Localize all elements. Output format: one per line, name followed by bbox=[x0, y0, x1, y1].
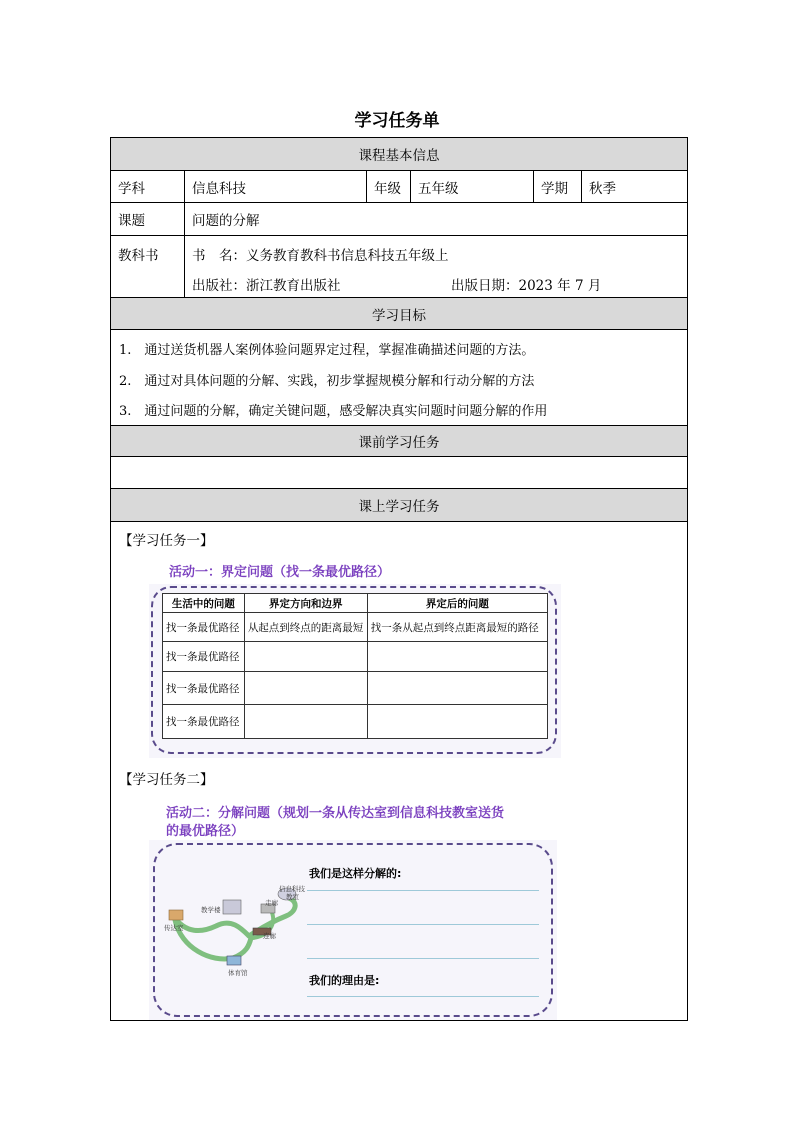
map-label-link: 连廊 bbox=[263, 932, 276, 940]
pre-task-content bbox=[111, 457, 687, 489]
term-label: 学期 bbox=[534, 171, 582, 202]
goals-list bbox=[111, 330, 687, 426]
map-label-it-room: 信息科技 bbox=[279, 885, 305, 893]
textbook-label: 教科书 bbox=[111, 236, 185, 297]
textbook-details bbox=[185, 236, 687, 297]
table-cell[interactable] bbox=[367, 672, 547, 705]
table-cell: 找一条从起点到终点距离最短的路径 bbox=[367, 613, 547, 642]
teaching-building-icon bbox=[223, 900, 241, 914]
section-header-inclass bbox=[111, 489, 687, 522]
page-title: 学习任务单 bbox=[354, 111, 440, 131]
col-header: 生活中的问题 bbox=[163, 594, 245, 613]
goal-item: 2. 通过对具体问题的分解、实践，初步掌握规模分解和行动分解的方法 bbox=[119, 374, 535, 389]
col-header: 界定后的问题 bbox=[367, 594, 547, 613]
gate-building-icon bbox=[169, 910, 183, 920]
table-row bbox=[163, 642, 548, 672]
answer-line[interactable] bbox=[307, 958, 539, 959]
task2-heading: 【学习任务二】 bbox=[119, 772, 214, 788]
table-cell: 找一条最优路径 bbox=[163, 613, 245, 642]
section-title: 课上学习任务 bbox=[358, 499, 440, 515]
map-label-gym: 体育馆 bbox=[228, 969, 248, 977]
section-header-basic bbox=[111, 138, 687, 171]
section-title: 课程基本信息 bbox=[358, 148, 440, 164]
info-row-textbook bbox=[111, 236, 687, 298]
table-cell: 找一条最优路径 bbox=[163, 642, 245, 672]
section-header-pre bbox=[111, 426, 687, 457]
publisher: 出版社：浙江教育出版社 bbox=[192, 278, 341, 294]
book-name: 书 名：义务教育教科书信息科技五年级上 bbox=[192, 248, 449, 264]
table-cell: 找一条最优路径 bbox=[163, 705, 245, 739]
grade-value: 五年级 bbox=[411, 171, 534, 202]
section-header-goals bbox=[111, 298, 687, 330]
topic-label: 课题 bbox=[111, 203, 185, 235]
answer-line[interactable] bbox=[307, 996, 539, 997]
task1-heading: 【学习任务一】 bbox=[119, 533, 214, 549]
table-row bbox=[163, 613, 548, 642]
table-header-row bbox=[163, 594, 548, 613]
activity1-title: 活动一：界定问题（找一条最优路径） bbox=[169, 565, 391, 580]
info-row-subject bbox=[111, 171, 687, 203]
table-row bbox=[163, 672, 548, 705]
define-problem-table bbox=[162, 593, 548, 739]
term-value: 秋季 bbox=[589, 180, 616, 197]
section-title: 课前学习任务 bbox=[358, 435, 440, 451]
subject-label: 学科 bbox=[111, 171, 185, 202]
col-header: 界定方向和边界 bbox=[244, 594, 367, 613]
gym-icon bbox=[227, 956, 241, 965]
activity2-title-line1: 活动二：分解问题（规划一条从传达室到信息科技教室送货 bbox=[166, 806, 505, 821]
table-cell: 从起点到终点的距离最短 bbox=[244, 613, 367, 642]
table-cell[interactable] bbox=[367, 642, 547, 672]
map-label-gate: 传达室 bbox=[164, 924, 184, 932]
decompose-label: 我们是这样分解的: bbox=[309, 867, 402, 880]
grade-label: 年级 bbox=[367, 171, 411, 202]
activity2-title-line2: 的最优路径） bbox=[166, 824, 245, 839]
goal-item: 1. 通过送货机器人案例体验问题界定过程，掌握准确描述问题的方法。 bbox=[119, 343, 535, 358]
table-cell[interactable] bbox=[244, 642, 367, 672]
section-title: 学习目标 bbox=[372, 307, 426, 324]
table-cell: 找一条最优路径 bbox=[163, 672, 245, 705]
task-sheet-table bbox=[110, 137, 688, 1021]
table-row bbox=[163, 705, 548, 739]
table-cell[interactable] bbox=[244, 705, 367, 739]
table-cell[interactable] bbox=[367, 705, 547, 739]
reason-label: 我们的理由是: bbox=[309, 974, 380, 987]
subject-value: 信息科技 bbox=[185, 171, 367, 202]
map-label-it-room: 教室 bbox=[286, 893, 299, 901]
topic-value: 问题的分解 bbox=[192, 213, 260, 229]
answer-line[interactable] bbox=[307, 890, 539, 891]
answer-line[interactable] bbox=[307, 924, 539, 925]
info-row-topic bbox=[111, 203, 687, 236]
goal-item: 3. 通过问题的分解，确定关键问题，感受解决真实问题时问题分解的作用 bbox=[119, 404, 548, 419]
table-cell[interactable] bbox=[244, 672, 367, 705]
map-label-corridor: 走廊 bbox=[265, 899, 278, 907]
map-label-teaching: 教学楼 bbox=[201, 906, 221, 914]
publish-date: 出版日期：2023 年 7 月 bbox=[451, 278, 602, 294]
